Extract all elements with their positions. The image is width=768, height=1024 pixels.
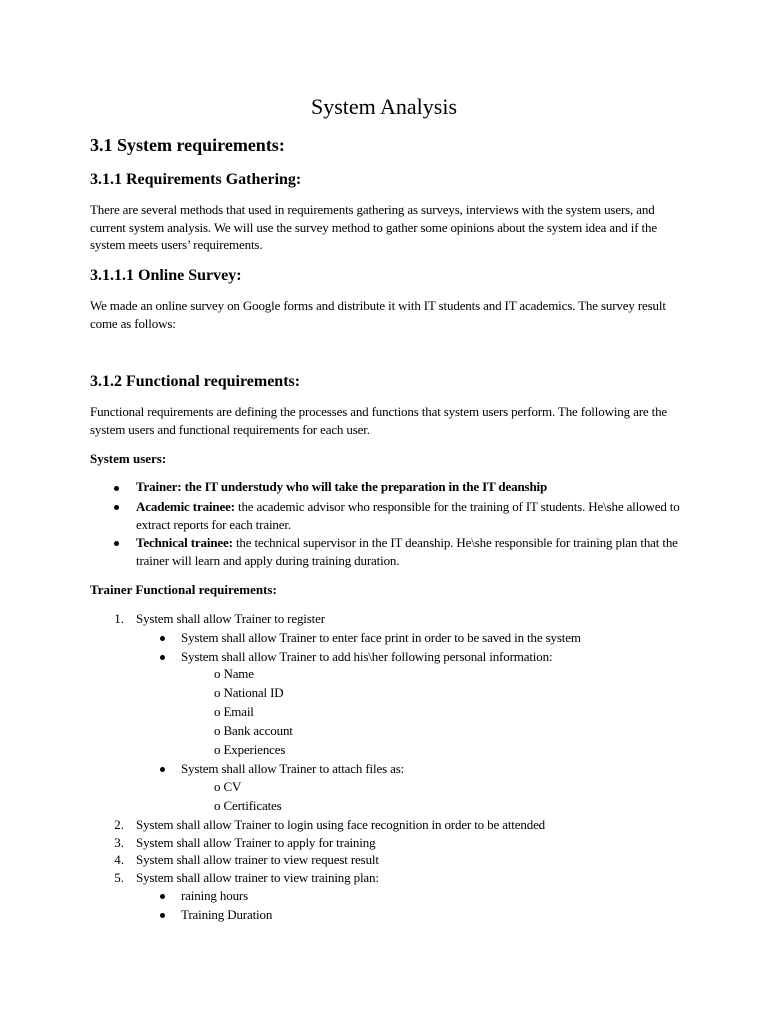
personal-info-name: o Name (214, 666, 254, 681)
paragraph-functional-requirements: Functional requirements are defining the processes and functions that system users perform. The following are the system users and functional requirements for each user. (90, 404, 668, 437)
requirement-personal-info: System shall allow Trainer to add his\her following personal information: (181, 649, 553, 664)
personal-info-email: o Email (214, 704, 254, 719)
file-cv: o CV (214, 779, 242, 794)
bullet-icon (114, 541, 119, 546)
label-system-users: System users: (90, 451, 167, 466)
requirement-login: System shall allow Trainer to login using face recognition in order to be attended (136, 817, 546, 832)
requirement-attach-files: System shall allow Trainer to attach files as: (181, 761, 405, 776)
personal-info-national-id: o National ID (214, 685, 284, 700)
personal-info-bank-account: o Bank account (214, 723, 293, 738)
personal-info-experiences: o Experiences (214, 742, 286, 757)
plan-item-hours: raining hours (181, 888, 249, 903)
requirement-view-plan: System shall allow trainer to view training plan: (136, 870, 379, 885)
requirement-view-result: System shall allow trainer to view request result (136, 852, 379, 867)
user-term: Trainer: the IT understudy who will take the preparation in the IT deanship (136, 479, 548, 494)
user-description: the academic advisor who responsible for the training of IT students. He\she allowed to extract reports for each trainer. (136, 499, 680, 532)
plan-item-duration: Training Duration (181, 907, 273, 922)
list-number: 3. (114, 835, 124, 850)
bullet-icon (160, 767, 165, 772)
requirement-register: System shall allow Trainer to register (136, 611, 325, 626)
list-number: 5. (114, 870, 124, 885)
list-item-technical-trainee (136, 534, 686, 569)
paragraph-online-survey: We made an online survey on Google forms and distribute it with IT students and IT academics. The survey result come as follows: (90, 298, 666, 331)
bullet-icon (160, 636, 165, 641)
user-term: Academic trainee: (136, 499, 235, 514)
file-certificates: o Certificates (214, 798, 282, 813)
list-number: 4. (114, 852, 124, 867)
bullet-icon (114, 505, 119, 510)
heading-functional-requirements: 3.1.2 Functional requirements: (90, 373, 301, 390)
heading-requirements-gathering: 3.1.1 Requirements Gathering: (90, 171, 302, 188)
bullet-icon (160, 913, 165, 918)
list-number: 2. (114, 817, 124, 832)
page-title: System Analysis (310, 94, 458, 119)
bullet-icon (160, 655, 165, 660)
label-trainer-functional-requirements: Trainer Functional requirements: (90, 582, 277, 597)
paragraph-requirements-gathering: There are several methods that used in requirements gathering as surveys, interviews with the system users, and current system analysis. We will use the survey method to gather some opinions about the system idea and if the system meets users’ requirements. (90, 202, 657, 252)
list-item-trainer (136, 478, 696, 496)
user-description: the technical supervisor in the IT deanship. He\she responsible for training plan that the trainer will learn and apply during training duration. (136, 535, 678, 568)
list-number: 1. (114, 611, 124, 626)
heading-system-requirements: 3.1 System requirements: (90, 135, 285, 155)
user-term: Technical trainee: (136, 535, 233, 550)
bullet-icon (114, 486, 119, 491)
list-item-academic-trainee (136, 498, 686, 533)
requirement-face-print: System shall allow Trainer to enter face print in order to be saved in the system (181, 630, 581, 645)
requirement-apply: System shall allow Trainer to apply for training (136, 835, 376, 850)
bullet-icon (160, 894, 165, 899)
heading-online-survey: 3.1.1.1 Online Survey: (90, 267, 242, 284)
